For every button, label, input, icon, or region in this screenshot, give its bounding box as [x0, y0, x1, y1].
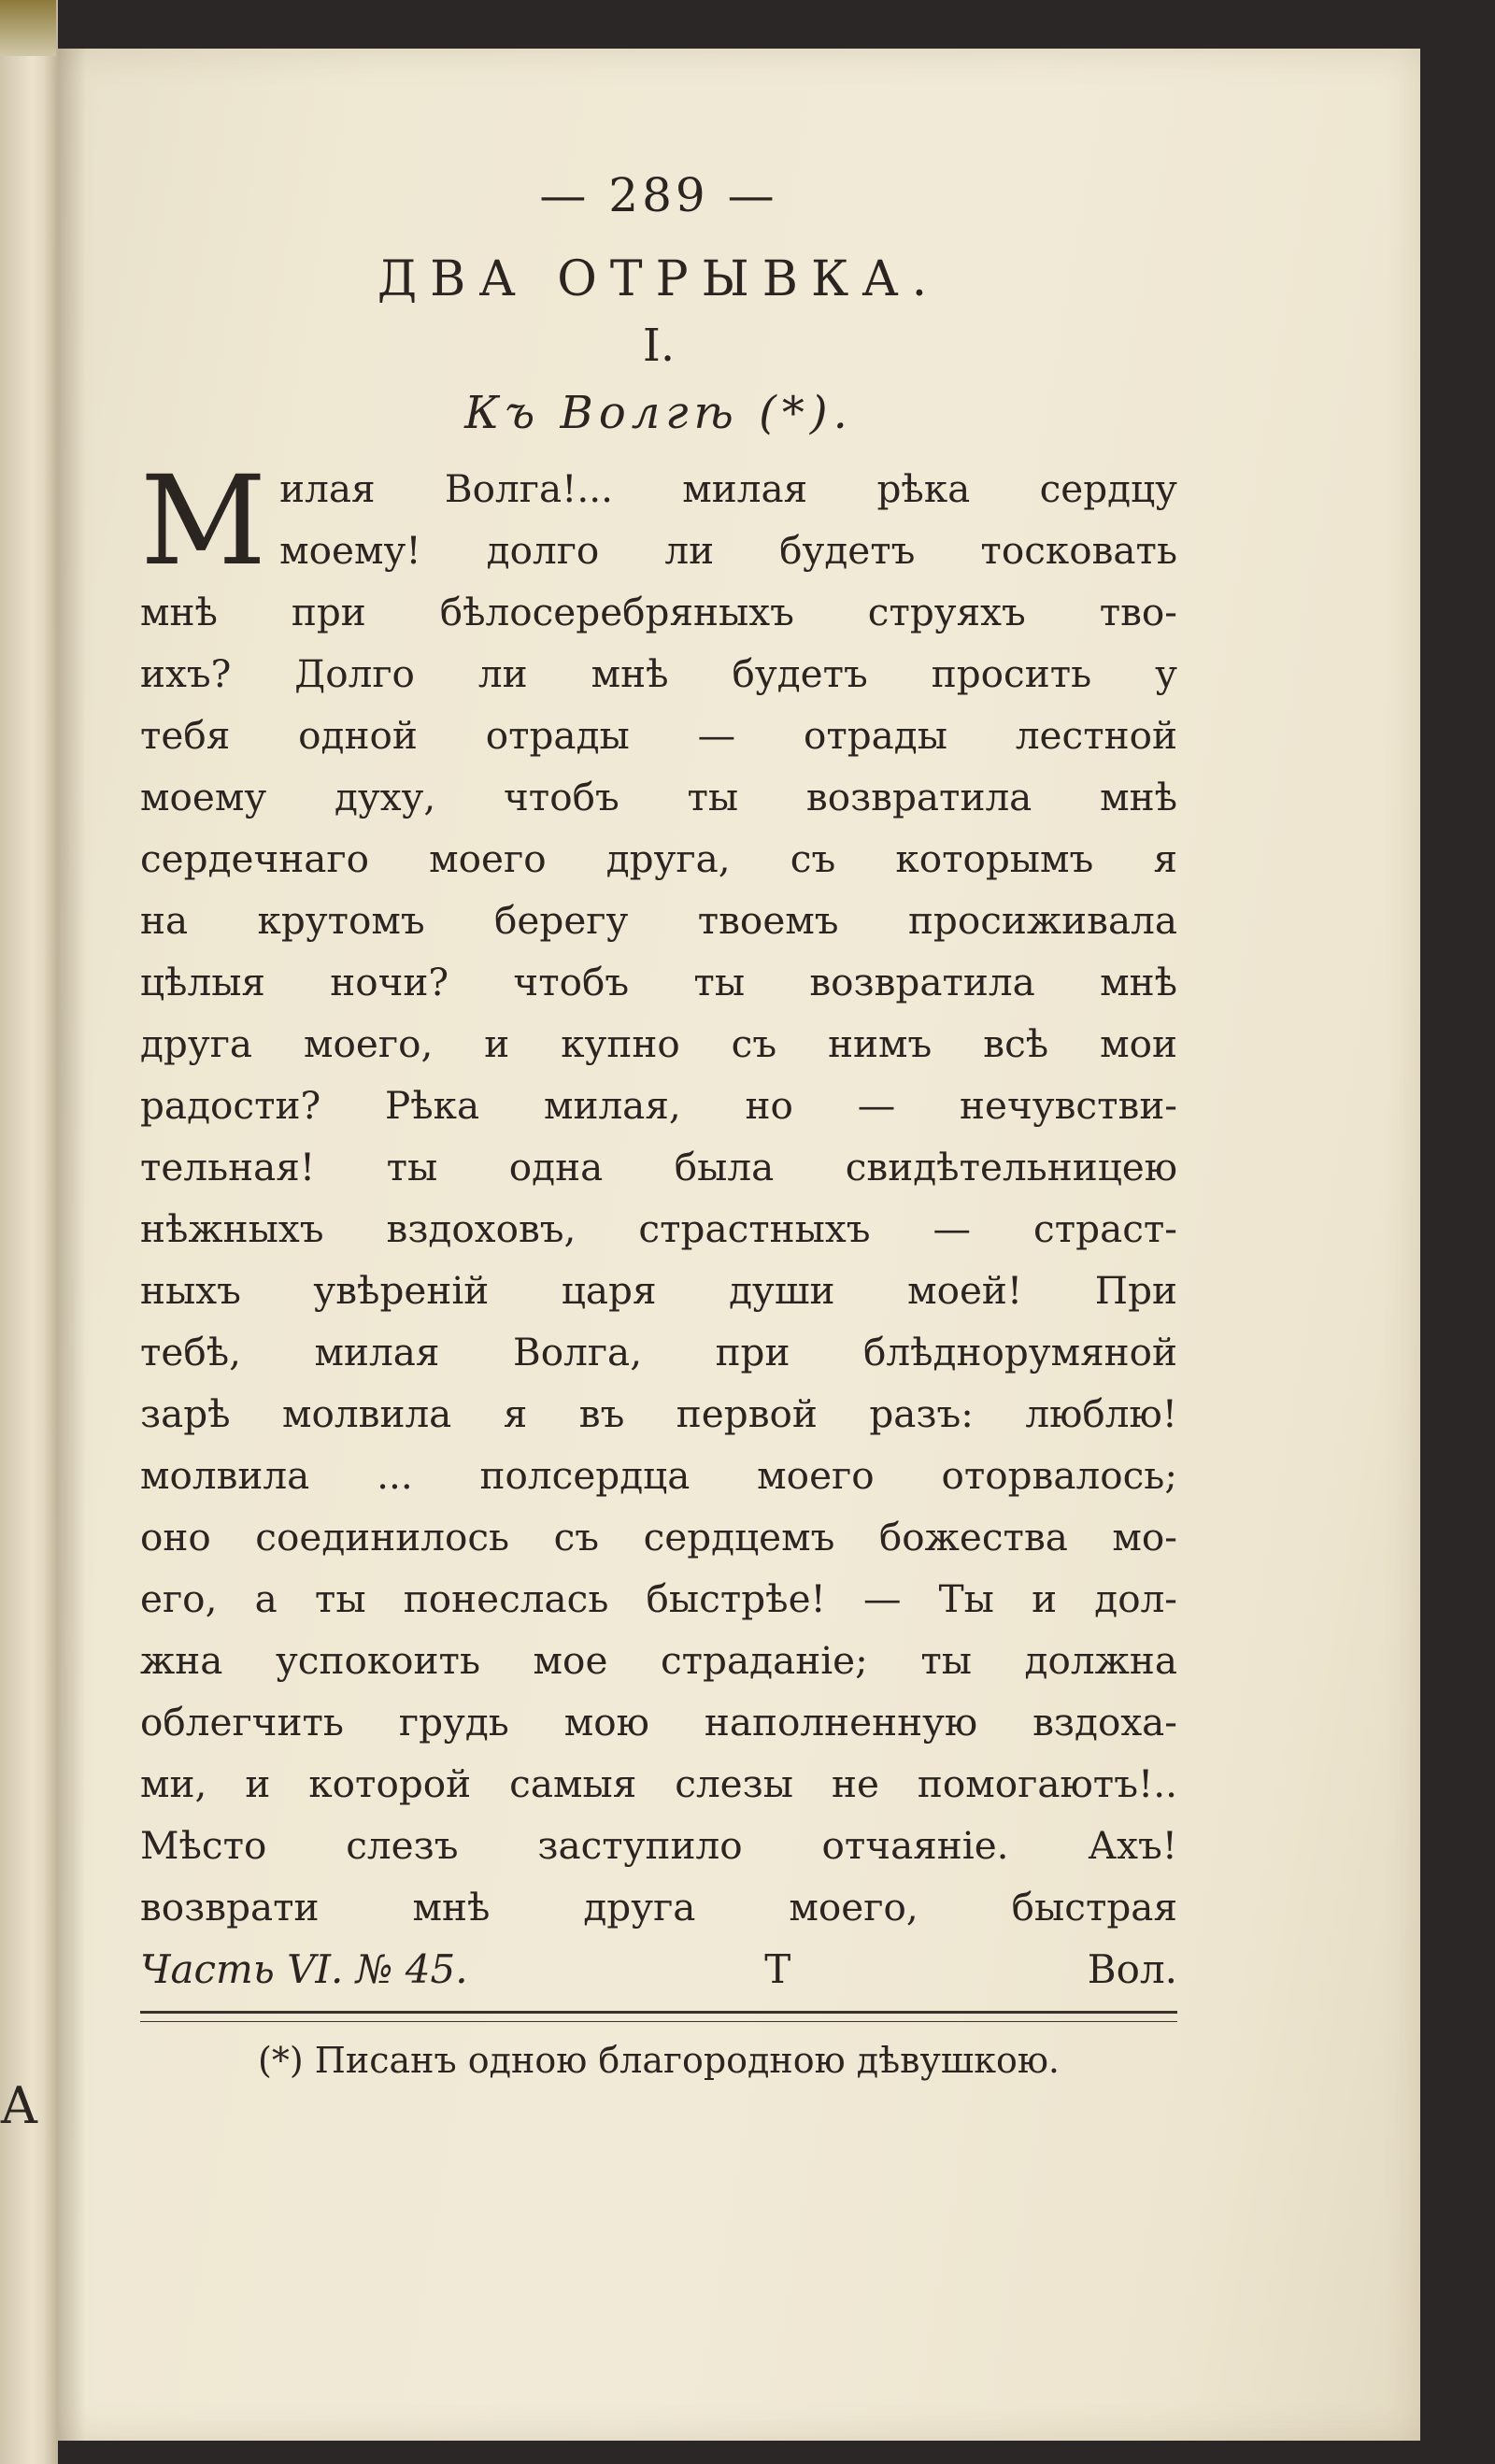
dedication-heading: Къ Волгѣ (*). [464, 387, 853, 439]
text-line: тебѣ, милая Волга, при блѣднорумяной [140, 1330, 1177, 1374]
page-fold-shadow [58, 49, 86, 2441]
page-title: ДВА ОТРЫВКА. [377, 251, 941, 307]
text-line: оно соединилось съ сердцемъ божества мо- [140, 1515, 1177, 1560]
text-line: цѣлыя ночи? чтобъ ты возвратила мнѣ [140, 960, 1177, 1004]
text-line: возврати мнѣ друга моего, быстрая [140, 1885, 1177, 1930]
text-line: Мѣсто слезъ заступило отчаянiе. Ахъ! [140, 1823, 1177, 1868]
text-line: моему духу, чтобъ ты возвратила мнѣ [140, 775, 1177, 819]
text-line: нѣжныхъ вздоховъ, страстныхъ — страст- [140, 1206, 1177, 1251]
footnote-rule [140, 2011, 1177, 2022]
text-line: ныхъ увѣренiй царя души моей! При [140, 1268, 1177, 1313]
text-line: облегчить грудь мою наполненную вздоха- [140, 1700, 1177, 1745]
drop-cap: М [140, 449, 267, 593]
text-line: илая Волга!... милая рѣка сердцу [279, 466, 1177, 511]
text-line: тебя одной отрады — отрады лестной [140, 713, 1177, 758]
section-number: I. [642, 320, 676, 372]
text-line: ми, и которой самыя слезы не помогаютъ!.. [140, 1761, 1177, 1806]
text-line: на крутомъ берегу твоемъ просиживала [140, 898, 1177, 943]
page-number: — 289 — [539, 168, 778, 222]
signature-mark: Т [764, 1946, 791, 1992]
catchword: Вол. [1087, 1946, 1177, 1992]
text-line: тельная! ты одна была свидѣтельницею [140, 1145, 1177, 1189]
text-line: моему! долго ли будетъ тосковать [279, 528, 1177, 573]
left-page-letter: А [0, 2076, 38, 2135]
page-text-block [140, 168, 1177, 2089]
text-line: друга моего, и купно съ нимъ всѣ мои [140, 1021, 1177, 1066]
text-line: зарѣ молвила я въ первой разъ: люблю! [140, 1391, 1177, 1436]
text-line: радости? Рѣка милая, но — нечувстви- [140, 1083, 1177, 1128]
part-number: Часть VI. № 45. [140, 1946, 468, 1992]
text-line: сердечнаго моего друга, съ которымъ я [140, 836, 1177, 881]
text-line: жна успокоить мое страданiе; ты должна [140, 1638, 1177, 1683]
footnote: (*) Писанъ одною благородною дѣвушкою. [258, 2040, 1060, 2081]
text-line: мнѣ при бѣлосеребряныхъ струяхъ тво- [140, 590, 1177, 634]
text-line: его, а ты понеслась быстрѣе! — Ты и дол- [140, 1576, 1177, 1621]
body-text [140, 449, 1177, 1938]
spine-binding [0, 0, 56, 56]
text-line: ихъ? Долго ли мнѣ будетъ просить у [140, 651, 1177, 696]
text-line: молвила ... полсердца моего оторвалось; [140, 1453, 1177, 1498]
page-footer [140, 1942, 1177, 1998]
